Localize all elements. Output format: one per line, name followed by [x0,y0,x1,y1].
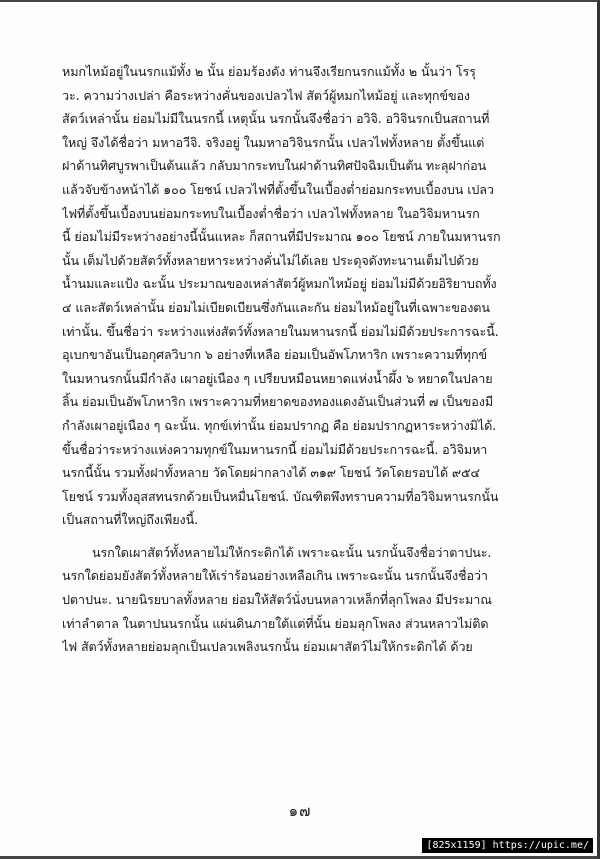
text-line: โยชน์ รวมทั้งอุสสทนรกด้วยเป็นหมื่นโยชน์. บัณฑิตพึงทราบความที่อวิจิมหานรกนั้น [62,488,499,504]
text-line: นั้น เต็มไปด้วยสัตว์ทั้งหลายหาระหว่างคั่นไม่ได้เลย ประดุจดังทะนานเต็มไปด้วย [62,252,479,268]
text-line: สัตว์เหล่านั้น ย่อมไม่มีในนรกนี้ เหตุนั้น นรกนั้นจึงชื่อว่า อวิจิ. อวิจินรกเป็นสถานที่ [62,111,490,127]
text-line: ใหญ่ จึงได้ชื่อว่า มหาอวีจิ. จริงอยู่ ในมหาอวิจินรกนั้น เปลวไฟทั้งหลาย ตั้งขึ้นแต่ [62,134,485,150]
text-line: เป็นสถานที่ใหญ่ถึงเพียงนี้. [62,512,199,528]
text-line: นรกใดเผาสัตว์ทั้งหลายไม่ให้กระดิกได้ เพราะฉะนั้น นรกนั้นจึงชื่อว่าตาปนะ. [92,544,492,560]
text-line: นรกนี้นั้น รวมทั้งฝาทั้งหลาย วัดโดยผ่ากลางได้ ๓๑๙ โยชน์ วัดโดยรอบได้ ๙๕๔ [62,465,480,481]
paragraph-spacer [62,532,540,541]
paragraph-2 [62,541,540,659]
page-number: ๑๗ [288,802,312,820]
text-line: เท่านั้น. ขึ้นชื่อว่า ระหว่างแห่งสัตว์ทั้งหลายในมหานรกนี้ ย่อมไม่มีด้วยประการฉะนี้. [62,323,499,339]
text-line: แล้วจับข้างหน้าได้ ๑๐๐ โยชน์ เปลวไฟที่ตั้งขึ้นในเบื้องต่ำย่อมกระทบเบื้องบน เปลว [62,181,494,197]
text-line: ลิ้น ย่อมเป็นอัพโภหาริก เพราะความที่หยาดของทองแดงอันเป็นส่วนที่ ๗ เป็นของมี [62,394,494,410]
text-line: น้ำนมและแป้ง ฉะนั้น ประมาณของเหล่าสัตว์ผู้หมกไหม้อยู่ ย่อมไม่มีด้วยอิริยาบถทั้ง [62,276,497,292]
text-line: ขึ้นชื่อว่าระหว่างแห่งความทุกข์ในมหานรกนี้ ย่อมไม่มีด้วยประการฉะนี้. อวิจิมหา [62,441,488,457]
text-line: ในมหานรกนั้นมีกำลัง เผาอยู่เนือง ๆ เปรียบหมือนหยาดแห่งน้ำผึ้ง ๖ หยาดในปลาย [62,370,493,386]
text-line: เท่าลำตาล ในตาปนนรกนั้น แผ่นดินภายใต้แต่ที่นั้น ย่อมลุกโพลง ส่วนหลาวไม่ติด [62,615,489,631]
text-line: วะ. ความว่างเปล่า คือระหว่างคั่นของเปลวไฟ สัตว์ผู้หมกไหม้อยู่ และทุกข์ของ [62,87,470,103]
text-line: ปตาปนะ. นายนิรยบาลทั้งหลาย ย่อมให้สัตว์นั่งบนหลาวเหล็กที่ลุกโพลง มีประมาณ [62,592,492,608]
text-line: นี้ ย่อมไม่มีระหว่างอย่างนี้นั้นแหละ ก็สถานที่มีประมาณ ๑๐๐ โยชน์ ภายในมหานรก [62,229,501,245]
text-line: นรกใดย่อมยังสัตว์ทั้งหลายให้เร่าร้อนอย่างเหลือเกิน เพราะฉะนั้น นรกนั้นจึงชื่อว่า [62,568,488,584]
text-line: ฝาด้านทิศบูรพาเป็นต้นแล้ว กลับมากระทบในฝาด้านทิศปัจฉิมเป็นต้น ทะลุฝาก่อน [62,158,487,174]
text-line: ไฟ สัตว์ทั้งหลายย่อมลุกเป็นเปลวเพลิงนรกนั้น ย่อมเผาสัตว์ไม่ให้กระดิกได้ ด้วย [62,639,473,655]
text-line: ๔ และสัตว์เหล่านั้น ย่อมไม่เบียดเบียนซึ่งกันและกัน ย่อมไหม้อยู่ในที่เฉพาะของตน [62,299,490,315]
paragraph-1 [62,60,540,532]
text-line: กำลังเผาอยู่เนือง ๆ ฉะนั้น. ทุกข์เท่านั้น ย่อมปรากฏ คือ ย่อมปรากฏหาระหว่างมิได้. [62,417,497,433]
text-line: ไฟที่ตั้งขึ้นเบื้องบนย่อมกระทบในเบื้องต่ำชื่อว่า เปลวไฟทั้งหลาย ในอวิจิมหานรก [62,205,480,221]
text-line: อุเบกขาอันเป็นอกุศลวิบาก ๖ อย่างที่เหลือ ย่อมเป็นอัพโภหาริก เพราะความที่ทุกข์ [62,347,488,363]
text-line: หมกไหม้อยู่ในนรกแม้ทั้ง ๒ นั้น ย่อมร้องดัง ท่านจึงเรียกนรกแม้ทั้ง ๒ นั้นว่า โรรุ [62,64,476,79]
upload-watermark: [825x1159] https://upic.me/ [422,838,593,853]
body-text [62,60,540,659]
